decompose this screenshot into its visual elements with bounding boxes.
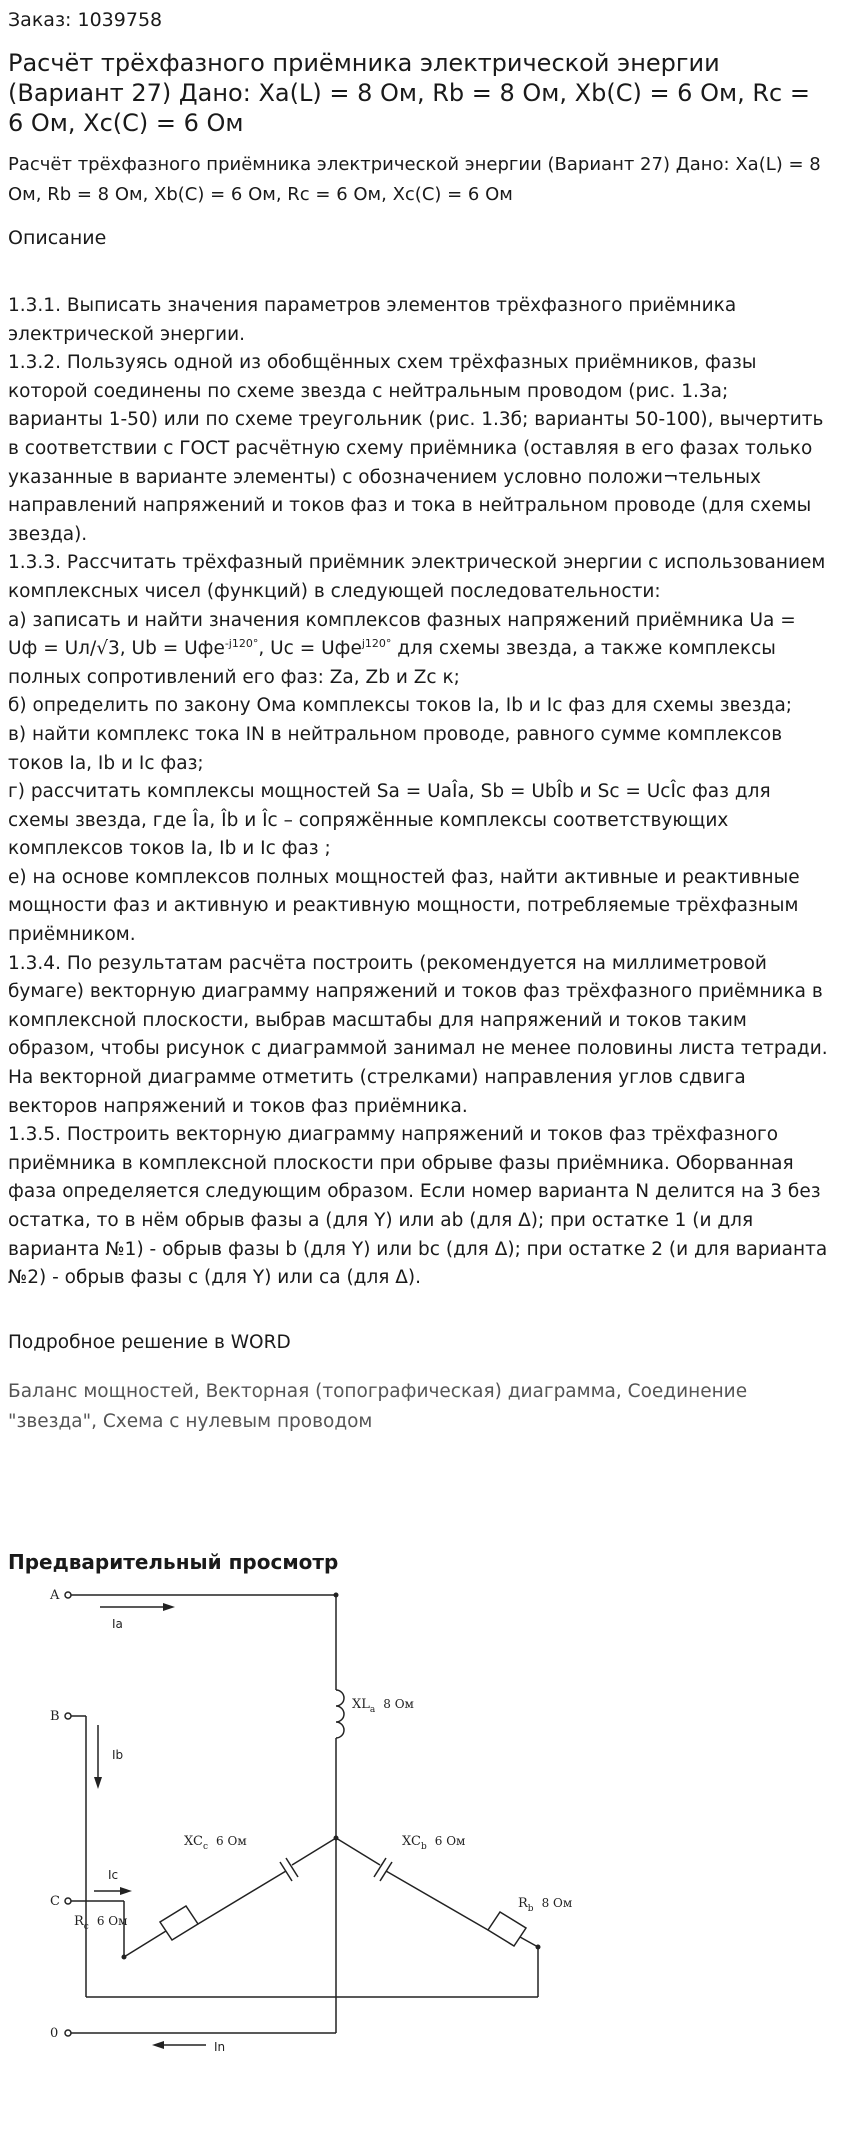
description-paragraph: 1.3.2. Пользуясь одной из обобщённых схем трёхфазных приёмников, фазы которой соединены по схеме звезда с нейтральным проводом (рис. 1.3а; варианты 1-50) или по схеме треугольник (рис. 1.3б; варианты 50-100), вычертить в соответствии с ГОСТ расчётную схему приёмника (оставляя в его фазах только указанные в варианте элементы) с обозначением условно положи¬тельных направлений напряжений и токов фаз и тока в нейтральном проводе (для схемы звезда). (8, 352, 824, 545)
xcb-sub: b (420, 1842, 427, 1852)
tag-link[interactable]: Схема с нулевым проводом (102, 1410, 373, 1432)
text-run: а) записать и найти значения комплексов фазных напряжений приёмника Ua = Uф = Uл/√3, Ub = Uфe (8, 609, 796, 660)
rc-main: R (74, 1914, 84, 1929)
terminal-a-node (65, 1592, 71, 1598)
terminal-c-label: C (50, 1894, 60, 1909)
superscript: -j120° (224, 636, 259, 650)
xcb-value: 6 Ом (434, 1834, 466, 1848)
xla-value: 8 Ом (383, 1697, 414, 1711)
rc-value: 6 Ом (96, 1914, 128, 1928)
xla-main: XL (352, 1697, 370, 1712)
wire-b-2 (386, 1871, 488, 1930)
tag-link[interactable]: Баланс мощностей (8, 1380, 194, 1402)
xcc-main: XC (184, 1834, 203, 1849)
resistor-rb (488, 1912, 526, 1946)
description-paragraph: 1.3.5. Построить векторную диаграмму напряжений и токов фаз трёхфазного приёмника в комплексной плоскости при обрыве фазы приёмника. Оборванная фаза определяется следующим образом. Если номер варианта N делится на 3 без остатка, то в нём обрыв фазы a (для Y) или ab (для Δ); при остатке 1 (и для варианта №1) - обрыв фазы b (для Y) или bc (для Δ); при остатке 2 (и для варианта №2) - обрыв фазы c (для Y) или ca (для Δ). (8, 1124, 828, 1289)
page-title: Расчёт трёхфазного приёмника электрической энергии (Вариант 27) Дано: Xa(L) = 8 Ом, Rb = 8 Ом, Xb(C) = 6 Ом, Rc = 6 Ом, Xc(C) = 6 Ом (8, 49, 810, 137)
text-run: , Uc = Uфe (258, 638, 362, 660)
preview-heading: Предварительный просмотр (8, 1550, 339, 1574)
order-line (8, 6, 828, 34)
rc-sub: c (83, 1922, 89, 1932)
terminal-0-label: 0 (50, 2026, 59, 2041)
page-content (8, 6, 828, 1437)
terminal-0-node (65, 2030, 71, 2036)
description-paragraph: в) найти комплекс тока IN в нейтральном проводе, равного сумме комплексов токов Ia, Ib и Ic фаз; (8, 723, 783, 774)
arrowhead (163, 1603, 175, 1611)
arrowhead (94, 1777, 102, 1789)
description-paragraph: 1.3.4. По результатам расчёта построить (рекомендуется на миллиметровой бумаге) векторную диаграмму напряжений и токов фаз трёхфазного приёмника в комплексной плоскости, выбрав масштабы для напряжений и токов таким образом, чтобы рисунок с диаграммой занимал не менее половины листа тетради. На векторной диаграмме отметить (стрелками) направления углов сдвига векторов напряжений и токов фаз приёмника. (8, 952, 828, 1117)
word-note: Подробное решение в WORD (8, 1331, 291, 1353)
description-paragraph: 1.3.1. Выписать значения параметров элементов трёхфазного приёмника электрической энергии. (8, 295, 737, 345)
tag-link[interactable]: Соединение "звезда" (8, 1380, 748, 1432)
current-n-label: In (214, 2040, 226, 2054)
xcc-sub: c (202, 1842, 209, 1852)
arrowhead (120, 1887, 132, 1895)
description-label: Описание (8, 227, 107, 249)
text-run: для схемы звезда, а также комплексы полных сопротивлений его фаз: Za, Zb и Zc к; (8, 638, 776, 688)
superscript: j120° (361, 636, 392, 650)
wire-b-3 (520, 1937, 538, 1947)
tag-separator: , (91, 1410, 103, 1432)
description-paragraph: б) определить по закону Ома комплексы токов Ia, Ib и Ic фаз для схемы звезда; (8, 695, 793, 717)
description-paragraph (8, 607, 828, 693)
terminal-b-node (65, 1713, 71, 1719)
rb-value: 8 Ом (541, 1896, 573, 1910)
xcc-value: 6 Ом (216, 1834, 247, 1848)
tag-link[interactable]: Векторная (топографическая) диаграмма (205, 1380, 616, 1402)
circuit-schematic (30, 1585, 590, 2145)
resistor-rc (160, 1906, 198, 1940)
xcb-main: XC (402, 1834, 421, 1849)
tag-separator: , (615, 1380, 628, 1402)
description-body (8, 292, 828, 1293)
xla-sub: a (369, 1705, 376, 1715)
description-paragraph: 1.3.3. Рассчитать трёхфазный приёмник электрической энергии с использованием комплексных чисел (функций) в следующей последовательности: (8, 552, 826, 602)
current-a-label: Ia (112, 1617, 123, 1631)
rb-label (518, 1896, 572, 1914)
current-c-label: Ic (108, 1868, 119, 1882)
inductor-xla (336, 1690, 344, 1738)
xcb-label (402, 1834, 465, 1852)
order-label: Заказ: (8, 9, 72, 31)
description-paragraph: е) на основе комплексов полных мощностей фаз, найти активные и реактивные мощности фаз и активную и реактивную мощности, потребляемые трёхфазным приёмником. (8, 866, 800, 946)
rc-label (74, 1914, 127, 1932)
page-subtitle: Расчёт трёхфазного приёмника электрической энергии (Вариант 27) Дано: Xa(L) = 8 Ом, Rb = 8 Ом, Xb(C) = 6 Ом, Rc = 6 Ом, Xc(C) = 6 Ом (8, 154, 821, 205)
wire-c-3 (124, 1931, 166, 1957)
tag-separator: , (193, 1380, 206, 1402)
wire-b-1 (336, 1838, 380, 1865)
description-paragraph: г) рассчитать комплексы мощностей Sa = UaÎa, Sb = UbÎb и Sc = UcÎc фаз для схемы звезда, где Îa, Îb и Îc – сопряжённые комплексы соответствующих комплексов токов Ia, Ib и Ic фаз ; (8, 781, 771, 860)
order-number: 1039758 (77, 9, 163, 31)
terminal-b-label: B (50, 1709, 60, 1724)
tag-list (8, 1377, 828, 1437)
wire-c-2 (198, 1871, 286, 1924)
wire-c-1 (292, 1838, 336, 1865)
rb-sub: b (527, 1904, 534, 1914)
terminal-c-node (65, 1898, 71, 1904)
xla-label (352, 1697, 414, 1715)
current-b-label: Ib (112, 1748, 124, 1762)
arrowhead (152, 2041, 164, 2049)
xcc-label (184, 1834, 247, 1852)
rb-main: R (518, 1896, 528, 1911)
terminal-a-label: A (50, 1588, 60, 1603)
